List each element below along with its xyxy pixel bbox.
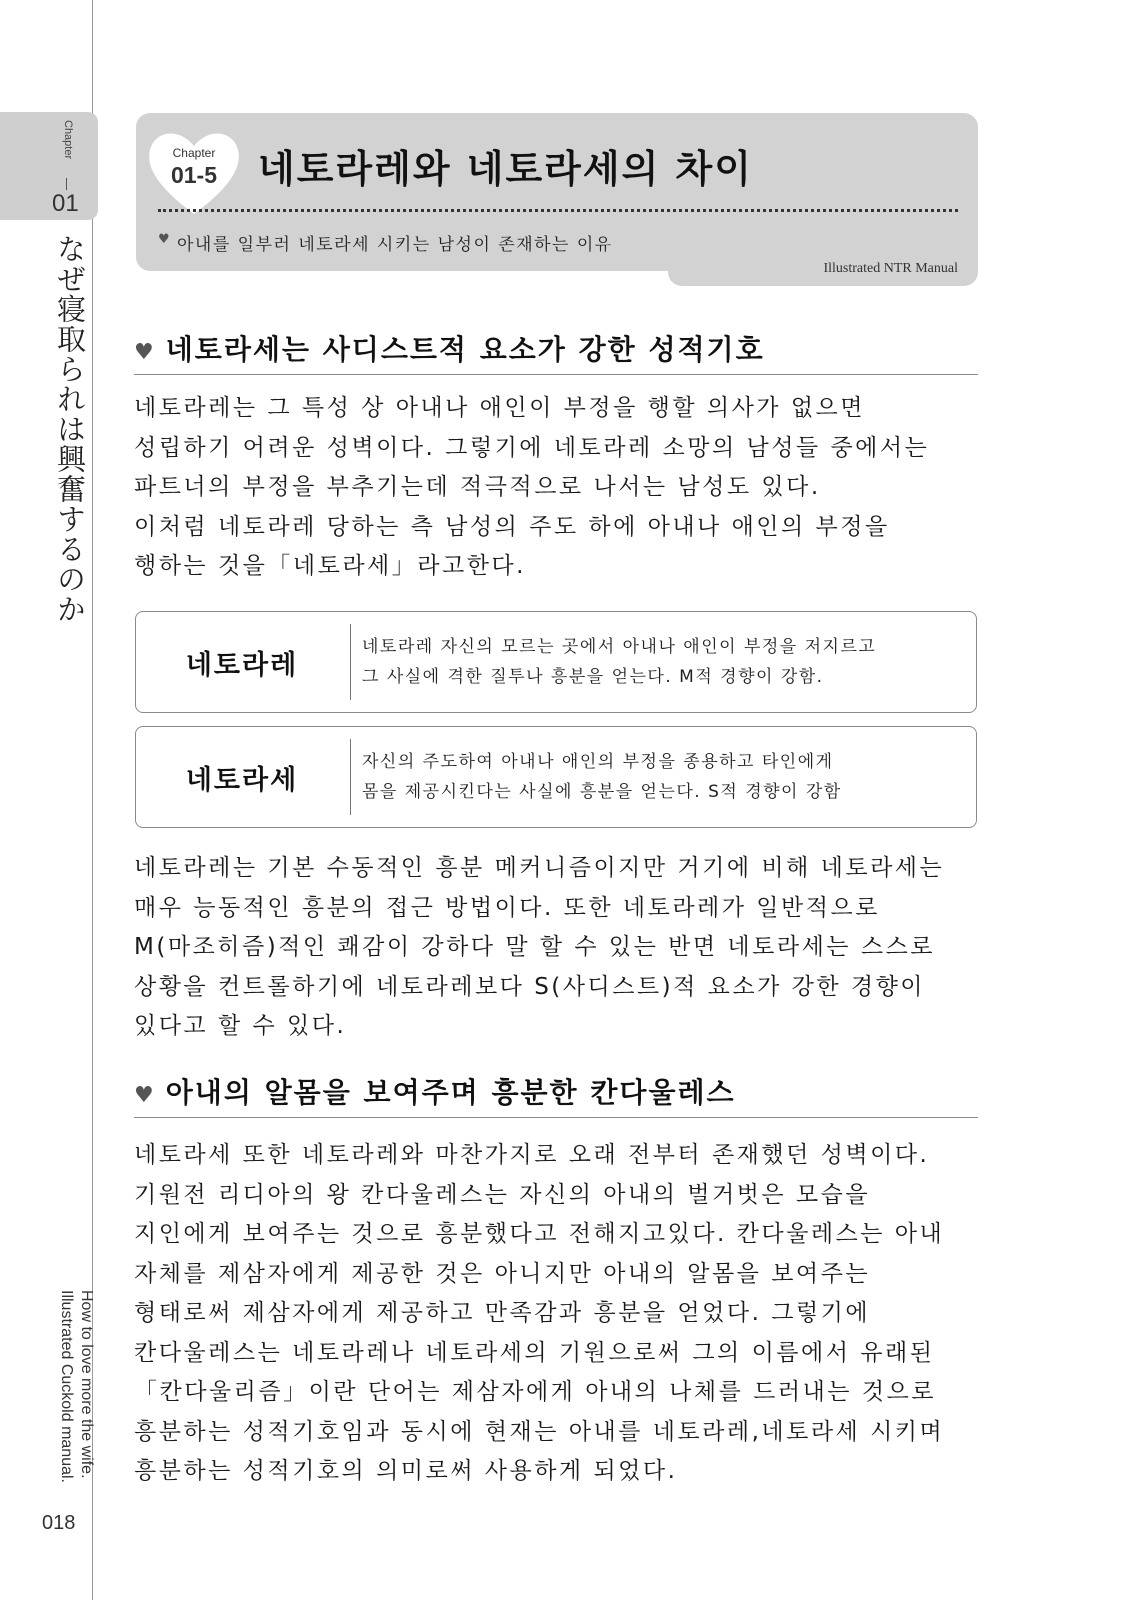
paragraph-line: 흥분하는 성적기호임과 동시에 현재는 아내를 네토라레,네토라세 시키며 — [134, 1418, 945, 1445]
definition-term: 네토라세 — [185, 764, 299, 796]
paragraph-line: 상황을 컨트롤하기에 네토라레보다 S(사디스트)적 요소가 강한 경향이 — [134, 973, 926, 1000]
definition-term: 네토라레 — [185, 649, 299, 681]
definition-text — [362, 632, 967, 692]
definition-divider — [350, 739, 351, 815]
paragraph-line: 지인에게 보여주는 것으로 흥분했다고 전해지고있다. 칸다울레스는 아내 — [134, 1221, 945, 1247]
paragraph-line: 형태로써 제삼자에게 제공하고 만족감과 흥분을 얻었다. 그렇기에 — [134, 1300, 871, 1326]
definition-line: 그 사실에 격한 질투나 흥분을 얻는다. M적 경향이 강함. — [362, 667, 824, 687]
paragraph-line: 기원전 리디아의 왕 칸다울레스는 자신의 아내의 벌거벗은 모습을 — [134, 1181, 871, 1208]
heart-bullet-icon: ♥ — [134, 340, 156, 365]
paragraph-line: 「칸다울리즘」이란 단어는 제삼자에게 아내의 나체를 드러내는 것으로 — [134, 1379, 936, 1405]
paragraph-line: 네토라레는 기본 수동적인 흥분 메커니즘이지만 거기에 비해 네토라세는 — [134, 855, 945, 881]
page-number: 018 — [42, 1512, 76, 1534]
paragraph-line: 흥분하는 성적기호의 의미로써 사용하게 되었다. — [134, 1458, 678, 1484]
chapter-divider — [66, 178, 67, 190]
section-rule-1 — [134, 374, 978, 375]
section-heading-2-text: 아내의 알몸을 보여주며 흥분한 칸다울레스 — [165, 1076, 736, 1109]
paragraph-line: 성립하기 어려운 성벽이다. 그렇기에 네토라레 소망의 남성들 중에서는 — [134, 434, 930, 461]
definition-line: 네토라레 자신의 모르는 곳에서 아내나 애인이 부정을 저지르고 — [362, 637, 877, 657]
page-title: 네토라레와 네토라세의 차이 — [258, 147, 753, 191]
heart-bullet-icon: ♥ — [134, 1083, 156, 1108]
section-rule-2 — [134, 1117, 978, 1118]
book-subtitle-line-2: Illustrated Cuckold manual. — [58, 1290, 75, 1483]
paragraph-line: 네토라세 또한 네토라레와 마찬가지로 오래 전부터 존재했던 성벽이다. — [134, 1142, 930, 1168]
paragraph-line: 이처럼 네토라레 당하는 측 남성의 주도 하에 아내나 애인의 부정을 — [134, 513, 890, 540]
paragraph-line: 파트너의 부정을 부추기는데 적극적으로 나서는 남성도 있다. — [134, 474, 821, 500]
section-heading-1-text: 네토라세는 사디스트적 요소가 강한 성적기호 — [165, 333, 765, 366]
chapter-vertical-title: なぜ寝取られは興奮するのか — [53, 234, 87, 624]
paragraph-line: 있다고 할 수 있다. — [134, 1013, 347, 1039]
definition-line: 몸을 제공시킨다는 사실에 흥분을 얻는다. S적 경향이 강함 — [362, 782, 842, 802]
paragraph-line: 매우 능동적인 흥분의 접근 방법이다. 또한 네토라레가 일반적으로 — [134, 894, 880, 921]
badge-chapter-label: Chapter — [172, 146, 216, 160]
brand-label: Illustrated NTR Manual — [823, 261, 958, 276]
definition-box-netorare — [135, 611, 977, 713]
paragraph-1 — [134, 389, 984, 587]
paragraph-line: 칸다울레스는 네토라레나 네토라세의 기원으로써 그의 이름에서 유래된 — [134, 1339, 935, 1366]
paragraph-3 — [134, 1136, 984, 1492]
section-heading-1 — [134, 328, 765, 368]
chapter-tab — [0, 112, 98, 220]
section-heading-2 — [134, 1071, 736, 1111]
page-subtitle: 아내를 일부러 네토라세 시키는 남성이 존재하는 이유 — [177, 235, 613, 255]
heart-bullet-icon: ♥ — [158, 232, 170, 247]
definition-text — [362, 747, 967, 807]
paragraph-line: 네토라레는 그 특성 상 아내나 애인이 부정을 행할 의사가 없으면 — [134, 395, 865, 421]
chapter-number: 01 — [52, 190, 79, 217]
dotted-divider — [158, 209, 958, 212]
badge-section-number: 01-5 — [170, 162, 218, 188]
paragraph-2 — [134, 849, 984, 1047]
definition-line: 자신의 주도하여 아내나 애인의 부정을 종용하고 타인에게 — [362, 752, 834, 772]
paragraph-line: 행하는 것을「네토라세」라고한다. — [134, 553, 526, 579]
book-subtitle — [52, 1290, 96, 1530]
paragraph-line: 자체를 제삼자에게 제공한 것은 아니지만 아내의 알몸을 보여주는 — [134, 1260, 871, 1287]
chapter-label: Chapter — [62, 120, 74, 160]
definition-divider — [350, 624, 351, 700]
book-subtitle-line-1: How to love more the wife. — [78, 1290, 95, 1479]
paragraph-line: M(마조히즘)적인 쾌감이 강하다 말 할 수 있는 반면 네토라세는 스스로 — [134, 934, 935, 960]
definition-box-netorase — [135, 726, 977, 828]
